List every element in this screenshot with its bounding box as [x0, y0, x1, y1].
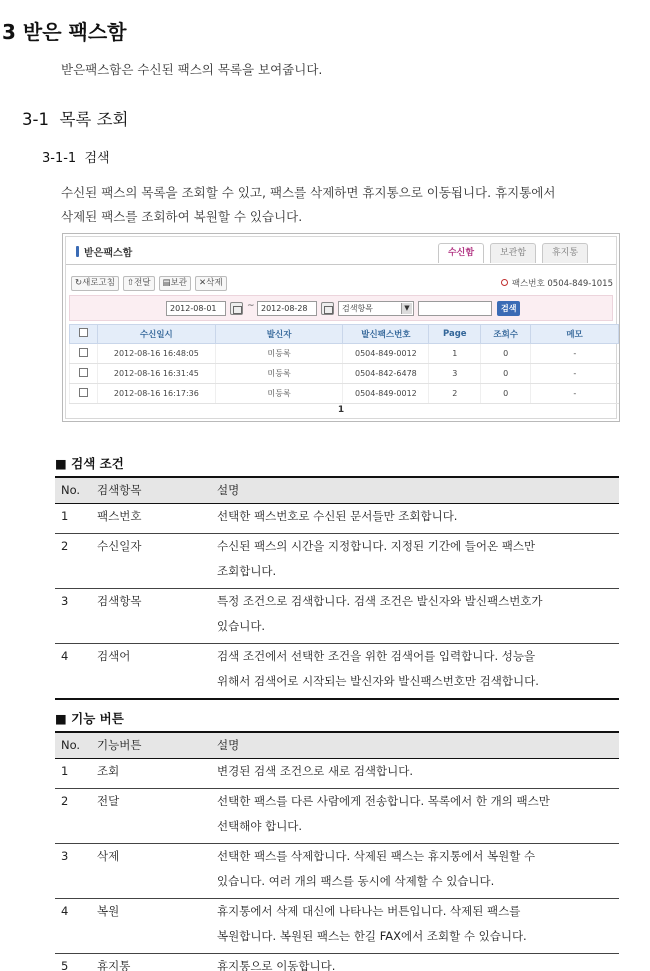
chapter-heading: [2, 16, 126, 45]
date-from-input[interactable]: 2012-08-01: [166, 301, 226, 316]
page-count: 1: [429, 344, 481, 364]
row-checkbox[interactable]: [79, 368, 88, 377]
date-range-separator: ~: [247, 301, 255, 311]
sender: 미등록: [215, 364, 343, 384]
fax-list-table: [69, 324, 619, 404]
search-bar: [69, 295, 613, 321]
item-name: 복원: [91, 898, 211, 953]
archive-icon: ▤: [162, 278, 171, 288]
item-name: 검색어: [91, 643, 211, 699]
item-description: 검색 조건에서 선택한 조건을 위한 검색어를 입력합니다. 성능을 위해서 검색어로 시작되는 발신자와 발신팩스번호만 검색합니다.: [211, 643, 619, 699]
column-header[interactable]: 수신일시: [97, 325, 215, 344]
subsection-number: 3-1-1: [42, 151, 77, 166]
memo: -: [531, 384, 619, 404]
fax-number-icon: [501, 279, 508, 286]
item-description: 휴지통으로 이동합니다.: [211, 953, 619, 971]
delete-icon: ✕: [199, 278, 207, 288]
panel-title: 받은팩스함: [76, 244, 132, 259]
table-row[interactable]: [70, 344, 619, 364]
column-header[interactable]: Page: [429, 325, 481, 344]
tab-trash[interactable]: 휴지통: [542, 243, 588, 263]
refresh-button[interactable]: ↻새로고침: [71, 276, 119, 291]
row-select: [70, 384, 98, 404]
table-header-row: [55, 732, 619, 758]
column-header: No.: [55, 732, 91, 758]
delete-button[interactable]: ✕삭제: [195, 276, 227, 291]
row-select: [70, 364, 98, 384]
forward-icon: ⇧: [126, 278, 135, 288]
archive-button[interactable]: ▤보관: [159, 276, 191, 291]
sender: 미등록: [215, 344, 343, 364]
column-header[interactable]: 메모: [531, 325, 619, 344]
column-header: 설명: [211, 732, 619, 758]
row-number: 4: [55, 643, 91, 699]
sender-fax-number: 0504-842-6478: [343, 364, 429, 384]
item-name: 삭제: [91, 843, 211, 898]
table-row: [55, 533, 619, 588]
received-date: 2012-08-16 16:31:45: [97, 364, 215, 384]
section-number: 3-1: [22, 110, 49, 129]
select-all-header: [70, 325, 98, 344]
column-header[interactable]: 발신팩스번호: [343, 325, 429, 344]
section-title: 목록 조회: [59, 110, 129, 129]
search-field-select[interactable]: 검색항목 ▼: [338, 301, 414, 316]
fax-number-display: 팩스번호 0504-849-1015: [501, 277, 613, 289]
view-count: 0: [481, 344, 531, 364]
subsection-heading: [42, 147, 110, 166]
title-bar-icon: [76, 246, 79, 257]
received-date: 2012-08-16 16:48:05: [97, 344, 215, 364]
section-heading: [22, 106, 128, 130]
tab-inbox[interactable]: 수신함: [438, 243, 484, 263]
toolbar: [71, 276, 231, 291]
item-description: 특정 조건으로 검색합니다. 검색 조건은 발신자와 발신팩스번호가 있습니다.: [211, 588, 619, 643]
table-row: [55, 588, 619, 643]
item-name: 휴지통: [91, 953, 211, 971]
chevron-down-icon: ▼: [401, 303, 412, 314]
table-row: [55, 643, 619, 699]
search-button[interactable]: 검색: [497, 301, 520, 316]
sender-fax-number: 0504-849-0012: [343, 384, 429, 404]
column-header[interactable]: 발신자: [215, 325, 343, 344]
square-bullet-icon: ■: [55, 711, 67, 726]
table-row: [55, 843, 619, 898]
table-row[interactable]: [70, 384, 619, 404]
pagination: [66, 405, 616, 415]
page-count: 3: [429, 364, 481, 384]
table-row: [55, 788, 619, 843]
forward-button[interactable]: ⇧전달: [123, 276, 155, 291]
item-description: 휴지통에서 삭제 대신에 나타나는 버튼입니다. 삭제된 팩스를 복원합니다. 복원된 팩스는 한길 FAX에서 조회할 수 있습니다.: [211, 898, 619, 953]
item-name: 검색항목: [91, 588, 211, 643]
chapter-title: 받은 팩스함: [22, 20, 127, 44]
item-description: 수신된 팩스의 시간을 지정합니다. 지정된 기간에 들어온 팩스만 조회합니다.: [211, 533, 619, 588]
tab-divider: [66, 264, 616, 265]
page-link[interactable]: 1: [337, 405, 345, 415]
calendar-icon[interactable]: [230, 302, 243, 315]
intro-text: 받은팩스함은 수신된 팩스의 목록을 보여줍니다.: [61, 62, 323, 77]
table-row[interactable]: [70, 364, 619, 384]
calendar-icon[interactable]: [321, 302, 334, 315]
row-number: 3: [55, 588, 91, 643]
item-description: 변경된 검색 조건으로 새로 검색합니다.: [211, 758, 619, 788]
column-header: 검색항목: [91, 477, 211, 503]
description-line: 삭제된 팩스를 조회하여 복원할 수 있습니다.: [61, 209, 303, 224]
row-number: 5: [55, 953, 91, 971]
fax-inbox-screenshot: [62, 233, 620, 422]
item-name: 조회: [91, 758, 211, 788]
mailbox-tabs: [432, 243, 588, 263]
sender: 미등록: [215, 384, 343, 404]
view-count: 0: [481, 384, 531, 404]
received-date: 2012-08-16 16:17:36: [97, 384, 215, 404]
table-row: [55, 953, 619, 971]
memo: -: [531, 344, 619, 364]
view-count: 0: [481, 364, 531, 384]
chapter-number: 3: [2, 20, 16, 44]
search-conditions-table: [55, 476, 619, 700]
column-header: 설명: [211, 477, 619, 503]
item-description: 선택한 팩스를 다른 사람에게 전송합니다. 목록에서 한 개의 팩스만 선택해야 합니다.: [211, 788, 619, 843]
square-bullet-icon: ■: [55, 456, 67, 471]
refresh-icon: ↻: [75, 278, 83, 288]
table-row: [55, 503, 619, 533]
sender-fax-number: 0504-849-0012: [343, 344, 429, 364]
search-conditions-title: ■ 검색 조건: [55, 456, 124, 471]
memo: -: [531, 364, 619, 384]
description-paragraph: [61, 181, 646, 229]
row-select: [70, 344, 98, 364]
row-number: 2: [55, 788, 91, 843]
row-number: 2: [55, 533, 91, 588]
table-header-row: [70, 325, 619, 344]
fax-inbox-panel: [65, 236, 617, 419]
date-to-input[interactable]: 2012-08-28: [257, 301, 317, 316]
item-name: 팩스번호: [91, 503, 211, 533]
description-line: 수신된 팩스의 목록을 조회할 수 있고, 팩스를 삭제하면 휴지통으로 이동됩니다. 휴지통에서: [61, 185, 556, 200]
column-header: No.: [55, 477, 91, 503]
item-name: 수신일자: [91, 533, 211, 588]
function-buttons-title: ■ 기능 버튼: [55, 711, 124, 726]
table-row: [55, 898, 619, 953]
column-header: 기능버튼: [91, 732, 211, 758]
select-all-checkbox[interactable]: [79, 328, 88, 337]
item-description: 선택한 팩스를 삭제합니다. 삭제된 팩스는 휴지통에서 복원할 수 있습니다. 여러 개의 팩스를 동시에 삭제할 수 있습니다.: [211, 843, 619, 898]
row-number: 1: [55, 503, 91, 533]
row-checkbox[interactable]: [79, 388, 88, 397]
item-description: 선택한 팩스번호로 수신된 문서들만 조회합니다.: [211, 503, 619, 533]
row-number: 3: [55, 843, 91, 898]
page-count: 2: [429, 384, 481, 404]
table-row: [55, 758, 619, 788]
table-header-row: [55, 477, 619, 503]
search-keyword-input[interactable]: [418, 301, 492, 316]
row-number: 4: [55, 898, 91, 953]
item-name: 전달: [91, 788, 211, 843]
subsection-title: 검색: [84, 151, 110, 166]
row-checkbox[interactable]: [79, 348, 88, 357]
row-number: 1: [55, 758, 91, 788]
column-header[interactable]: 조회수: [481, 325, 531, 344]
tab-archive[interactable]: 보관함: [490, 243, 536, 263]
function-buttons-table: [55, 731, 619, 971]
